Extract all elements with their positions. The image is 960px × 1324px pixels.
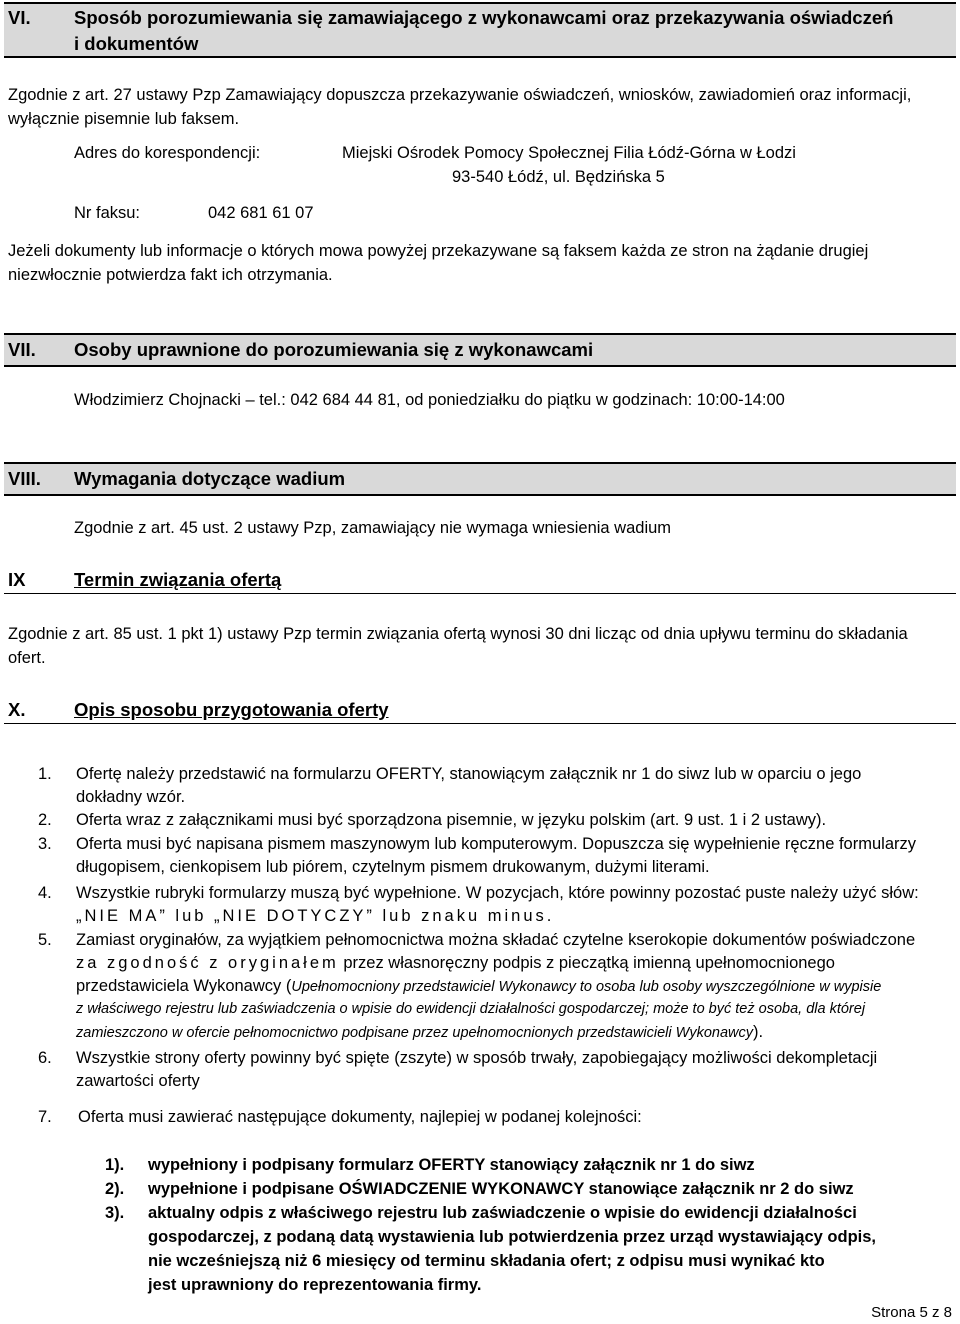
sub-item-text: aktualny odpis z właściwego rejestru lub zaświadczenie o wpisie do ewidencji działalności <box>148 1204 857 1222</box>
section-number: X. <box>8 699 26 720</box>
sub-item-text-cont: jest uprawniony do reprezentowania firmy. <box>148 1276 482 1294</box>
sub-list-item <box>105 1177 955 1201</box>
item-text: Wszystkie rubryki formularzy muszą być wypełnione. W pozycjach, które powinny pozostać puste należy użyć słów: <box>76 884 919 902</box>
divider <box>4 723 956 724</box>
sub-item-text: wypełnione i podpisane OŚWIADCZENIE WYKONAWCY stanowiące załącznik nr 2 do siwz <box>148 1180 854 1198</box>
section-viii-header <box>4 462 956 496</box>
section-number: VIII. <box>8 468 41 489</box>
list-item <box>38 1106 954 1129</box>
item-text-cont: „NIE MA” lub „NIE DOTYCZY” lub znaku minus. <box>76 907 555 925</box>
certified-phrase: za zgodność z oryginałem <box>76 954 339 972</box>
list-item <box>38 763 954 809</box>
item-number: 6. <box>38 1049 52 1067</box>
paragraph: niezwłocznie potwierdza fakt ich otrzymania. <box>8 266 333 284</box>
section-x-header <box>4 698 956 724</box>
item-text-cont <box>76 1021 954 1045</box>
section-title: Opis sposobu przygotowania oferty <box>74 699 389 720</box>
sub-item-text: wypełniony i podpisany formularz OFERTY stanowiący załącznik nr 1 do siwz <box>148 1156 755 1174</box>
list-item <box>38 1047 954 1093</box>
paragraph: Zgodnie z art. 85 ust. 1 pkt 1) ustawy Pzp termin związania ofertą wynosi 30 dni licząc od dnia upływu terminu do składania <box>8 625 908 643</box>
paragraph: Zgodnie z art. 45 ust. 2 ustawy Pzp, zamawiający nie wymaga wniesienia wadium <box>74 519 672 537</box>
section-number: IX <box>8 569 26 590</box>
section-title: Wymagania dotyczące wadium <box>74 468 346 489</box>
list-item <box>38 929 954 1045</box>
sub-item-number: 1). <box>105 1156 125 1174</box>
sub-item-number: 2). <box>105 1180 125 1198</box>
section-number: VII. <box>8 339 36 360</box>
item-text-cont <box>76 975 954 999</box>
item-text-cont: dokładny wzór. <box>76 788 186 806</box>
item-text: Oferta wraz z załącznikami musi być sporządzona pisemnie, w języku polskim (art. 9 ust. 1 i 2 ustawy). <box>76 811 827 829</box>
page-number: Strona 5 z 8 <box>871 1304 952 1321</box>
section-title: Osoby uprawnione do porozumiewania się z wykonawcami <box>74 339 594 360</box>
item-text: Oferta musi zawierać następujące dokumenty, najlepiej w podanej kolejności: <box>78 1108 642 1126</box>
address-line: Miejski Ośrodek Pomocy Społecznej Filia Łódź-Górna w Łodzi <box>342 144 796 162</box>
item-number: 5. <box>38 931 52 949</box>
sub-item-text-cont: gospodarczej, z podaną datą wystawienia lub potwierdzenia przez urząd wystawiający odpis, <box>148 1228 877 1246</box>
list-item <box>38 809 954 832</box>
section-number: VI. <box>8 7 31 28</box>
item-text: Zamiast oryginałów, za wyjątkiem pełnomocnictwa można składać czytelne kserokopie dokumentów poświadczone <box>76 931 916 949</box>
section-ix-header <box>4 568 956 594</box>
item-text-cont: zawartości oferty <box>76 1072 200 1090</box>
text-span: przez własnoręczny podpis z pieczątką imienną upełnomocnionego <box>338 954 835 972</box>
address-label: Adres do korespondencji: <box>74 144 261 162</box>
list-item <box>38 833 954 879</box>
paragraph: wyłącznie pisemnie lub faksem. <box>8 110 240 128</box>
fax-number: 042 681 61 07 <box>208 204 314 222</box>
item-text-cont: długopisem, cienkopisem lub piórem, czytelnym pismem drukowanym, dużymi literami. <box>76 858 710 876</box>
section-vii-header <box>4 333 956 367</box>
item-number: 7. <box>38 1108 52 1126</box>
italic-note: zamieszczono w ofercie pełnomocnictwo podpisane przez upełnomocnionych przedstawicieli Wykonawcy <box>76 1025 753 1041</box>
item-text: Wszystkie strony oferty powinny być spięte (zszyte) w sposób trwały, zapobiegający możliwości dekompletacji <box>76 1049 878 1067</box>
sub-item-text-cont: nie wcześniejszą niż 6 miesięcy od terminu składania ofert; z odpisu musi wynikać kto <box>148 1252 825 1270</box>
paragraph: ofert. <box>8 649 46 667</box>
paragraph: Jeżeli dokumenty lub informacje o których mowa powyżej przekazywane są faksem każda ze stron na żądanie drugiej <box>8 242 869 260</box>
sub-list-item <box>105 1153 955 1177</box>
item-text: Ofertę należy przedstawić na formularzu OFERTY, stanowiącym załącznik nr 1 do siwz lub w oparciu o jego <box>76 765 862 783</box>
item-number: 4. <box>38 884 52 902</box>
section-title: Termin związania ofertą <box>74 569 282 590</box>
list-item <box>38 882 954 928</box>
italic-note: Upełnomocniony przedstawiciel Wykonawcy to osoba lub osoby wyszczególnione w wypisie <box>291 979 882 995</box>
fax-label: Nr faksu: <box>74 204 141 222</box>
italic-note: z właściwego rejestru lub zaświadczenia o wpisie do ewidencji działalności gospodarczej; może to być też osoba, dla której <box>76 1001 866 1017</box>
contact-person: Włodzimierz Chojnacki – tel.: 042 684 44 81, od poniedziałku do piątku w godzinach: 10:00-14:00 <box>74 391 785 409</box>
item-number: 2. <box>38 811 52 829</box>
paragraph: Zgodnie z art. 27 ustawy Pzp Zamawiający dopuszcza przekazywanie oświadczeń, wniosków, zawiadomień oraz informacji, <box>8 86 912 104</box>
section-title: Sposób porozumiewania się zamawiającego z wykonawcami oraz przekazywania oświadczeń <box>74 7 894 28</box>
sub-item-number: 3). <box>105 1204 125 1222</box>
item-number: 1. <box>38 765 52 783</box>
sub-list-item <box>105 1201 955 1297</box>
address-line: 93-540 Łódź, ul. Będzińska 5 <box>452 168 665 186</box>
divider <box>4 593 956 594</box>
item-text: Oferta musi być napisana pismem maszynowym lub komputerowym. Dopuszcza się wypełnienie ręczne formularzy <box>76 835 916 853</box>
section-vi-header <box>4 2 956 58</box>
item-number: 3. <box>38 835 52 853</box>
text-span: przedstawiciela Wykonawcy ( <box>76 977 292 995</box>
section-title-cont: i dokumentów <box>74 33 199 54</box>
text-span: ). <box>753 1023 764 1041</box>
item-text-cont <box>76 952 954 975</box>
